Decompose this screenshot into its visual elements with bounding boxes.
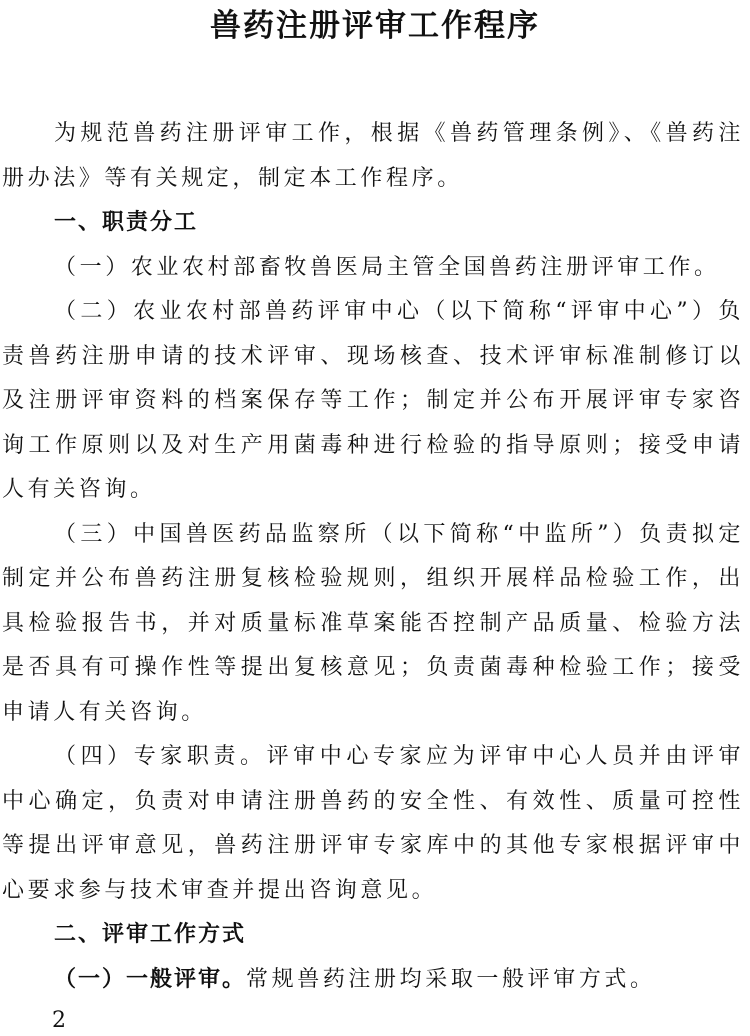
paragraph-duty-1: （一）农业农村部畜牧兽医局主管全国兽药注册评审工作。 [54, 254, 720, 280]
paragraph-duty-4: （四）专家职责。评审中心专家应为评审中心人员并由评审中心确定，负责对申请注册兽药的安全性、有效性、质量可控性等提出评审意见，兽药注册评审专家库中的其他专家根据评审中心要求参与技术审查并提出咨询意见。 [2, 744, 744, 903]
general-review-lead: （一）一般评审。 [54, 966, 247, 992]
paragraph-duty-3: （三）中国兽医药品监察所（以下简称“中监所”）负责拟定制定并公布兽药注册复核检验规则，组织开展样品检验工作，出具检验报告书，并对质量标准草案能否控制产品质量、检验方法是否具有可操作性等提出复核意见；负责菌毒种检验工作；接受申请人有关咨询。 [2, 521, 744, 725]
general-review-text: 常规兽药注册均采取一般评审方式。 [246, 966, 656, 992]
section-heading-review-methods: 二、评审工作方式 [54, 922, 247, 947]
document-title: 兽药注册评审工作程序 [210, 8, 540, 44]
paragraph-general-review [2, 958, 744, 1003]
section-heading-duties: 一、职责分工 [54, 210, 199, 235]
intro-paragraph: 为规范兽药注册评审工作，根据《兽药管理条例》、《兽药注册办法》等有关规定，制定本工作程序。 [2, 121, 744, 191]
paragraph-duty-2: （二）农业农村部兽药评审中心（以下简称“评审中心”）负责兽药注册申请的技术评审、现场核查、技术评审标准制修订以及注册评审资料的档案保存等工作；制定并公布开展评审专家咨询工作原则以及对生产用菌毒种进行检验的指导原则；接受申请人有关咨询。 [2, 299, 744, 502]
document-body [2, 112, 744, 1002]
page-number: 2 [52, 1008, 66, 1033]
